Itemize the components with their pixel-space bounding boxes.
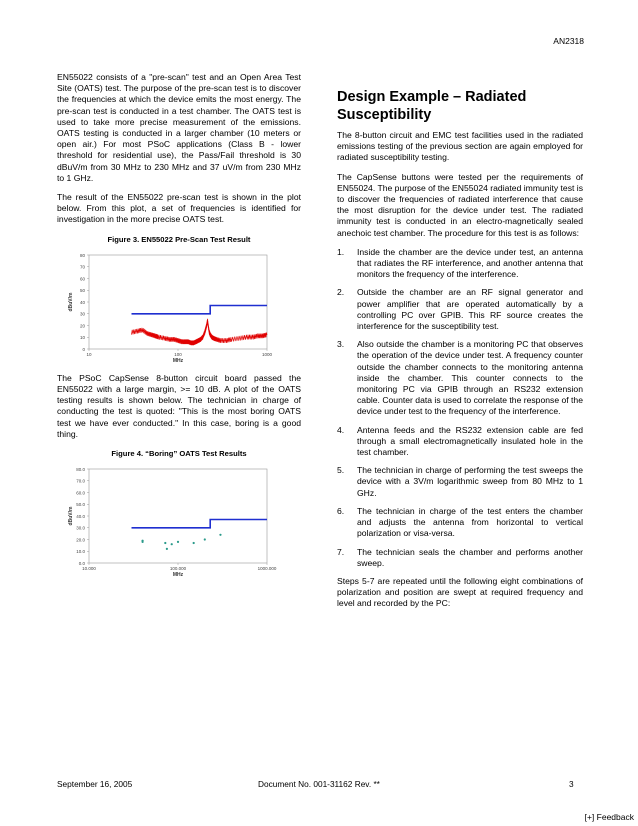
- plot-frame: [89, 469, 267, 563]
- data-point: [164, 542, 166, 544]
- x-axis-label: MHz: [172, 357, 184, 364]
- x-tick-label: 10: [86, 351, 92, 357]
- data-point: [171, 543, 173, 545]
- x-axis-label: MHz: [172, 572, 184, 579]
- y-tick-label: 80: [79, 252, 85, 258]
- y-tick-label: 50.0: [76, 502, 85, 508]
- data-point: [193, 542, 195, 544]
- data-point: [177, 541, 179, 543]
- y-tick-label: 40.0: [76, 514, 85, 520]
- list-number: 6.: [337, 505, 345, 516]
- paragraph: The CapSense buttons were tested per the requirements of EN55024. The purpose of the EN55024 radiated immunity test is to discover the frequencies of radiated interference that cause the most disruption for the device under test. The radiated immunity test is conducted in an electro-magnetically sealed anechoic test chamber. The procedure for this test is as follows:: [337, 171, 583, 238]
- list-text: Inside the chamber are the device under test, an antenna that radiates the RF interference, and another antenna that monitors the frequency of the interference.: [357, 246, 583, 280]
- y-tick-label: 10: [79, 334, 85, 340]
- y-tick-label: 30.0: [76, 525, 85, 531]
- list-text: The technician in charge of performing the test sweeps the device with a 3V/m logarithmic sweep from 80 MHz to 1 GHz.: [357, 465, 583, 498]
- list-item: [337, 506, 583, 540]
- limit-line: [132, 305, 268, 313]
- list-text: Also outside the chamber is a monitoring PC that observes the operation of the device under test. A frequency counter outside the chamber connects to the monitoring antenna inside the chamber. This counter connects to the monitoring PC via GPIB through an RS232 extension cable. Counter data is used to correlate the response of the device under test to the frequency of the interference.: [357, 339, 583, 417]
- list-text: The technician seals the chamber and performs another sweep.: [357, 546, 583, 568]
- list-number: 5.: [337, 465, 345, 476]
- footer-docno: Document No. 001-31162 Rev. **: [258, 779, 380, 789]
- footer-page: 3: [569, 779, 574, 789]
- x-tick-label: 1000.000: [257, 566, 277, 572]
- section-heading: Design Example – Radiated Susceptibility: [337, 89, 527, 123]
- list-number: 3.: [337, 339, 345, 350]
- data-point: [219, 534, 221, 536]
- list-number: 1.: [337, 246, 345, 257]
- paragraph: The 8-button circuit and EMC test facilities used in the radiated emissions testing of the previous section are again employed for radiated susceptibility testing.: [337, 130, 583, 163]
- y-tick-label: 70.0: [76, 478, 85, 484]
- y-axis-label: dBuV/m: [68, 292, 74, 312]
- y-tick-label: 0: [82, 346, 85, 352]
- y-tick-label: 70: [79, 264, 85, 270]
- paragraph: Steps 5-7 are repeated until the following eight combinations of polarization and position are swept at required frequency and level and recorded by the PC:: [337, 575, 583, 609]
- list-item: [337, 247, 583, 281]
- prescan-chart: [57, 249, 301, 365]
- footer-date: September 16, 2005: [57, 779, 133, 789]
- list-number: 2.: [337, 287, 345, 298]
- y-tick-label: 60: [79, 276, 85, 282]
- data-point: [141, 541, 143, 543]
- prescan-trace: [132, 319, 268, 345]
- y-tick-label: 30: [79, 311, 85, 317]
- y-tick-label: 20: [79, 323, 85, 329]
- list-text: Outside the chamber are an RF signal generator and power amplifier that are operated automatically by a controlling PC over GPIB. This RF source creates the interference for the susceptibility test.: [357, 287, 583, 332]
- list-number: 7.: [337, 546, 345, 557]
- plot-frame: [89, 255, 267, 349]
- x-tick-label: 100: [174, 351, 182, 357]
- data-point: [166, 548, 168, 550]
- x-tick-label: 10.000: [82, 566, 96, 572]
- list-item: [337, 465, 583, 499]
- left-column: [57, 72, 301, 587]
- list-text: The technician in charge of the test enters the chamber and adjusts the antenna from horizontal to vertical polarization or visa-versa.: [357, 505, 583, 539]
- list-item: [337, 425, 583, 459]
- paragraph: EN55022 consists of a "pre-scan" test and an Open Area Test Site (OATS) test. The purpose of the pre-scan test is to discover the frequencies at which the device emits the most energy. The pre-scan test is conducted in a test chamber. The OATS test is used to take more precise measurement of the emissions. OATS testing is conducted in a larger chamber (10 meters or open air.) For most PSoC applications (Class B - lower threshold for residential use), the Pass/Fail threshold is 30 dBuV/m from 30 MHz to 230 MHz and 37 uV/m from 230 MHz to 1 GHz.: [57, 72, 301, 183]
- y-tick-label: 10.0: [76, 549, 85, 555]
- paragraph: The PSoC CapSense 8-button circuit board passed the EN55022 with a large margin, >= 10 dB. A plot of the OATS testing results is shown below. The technician in charge of conducting the test is quoted: "This is the most boring OATS test we have ever conducted." In this case, boring is a good thing.: [57, 372, 301, 439]
- figure-4-caption: Figure 4. “Boring” OATS Test Results: [111, 449, 247, 459]
- y-tick-label: 40: [79, 299, 85, 305]
- list-item: [337, 547, 583, 569]
- list-number: 4.: [337, 424, 345, 435]
- y-tick-label: 80.0: [76, 467, 85, 473]
- x-tick-label: 100.000: [169, 566, 187, 572]
- feedback-link[interactable]: [+] Feedback: [584, 812, 634, 822]
- procedure-list: [337, 247, 583, 569]
- y-axis-label: dBuV/m: [68, 506, 74, 526]
- y-tick-label: 60.0: [76, 490, 85, 496]
- right-column: [337, 88, 583, 618]
- list-text: Antenna feeds and the RS232 extension cable are fed through a small electromagnetically insulated hole in the test chamber.: [357, 424, 583, 458]
- y-tick-label: 20.0: [76, 537, 85, 543]
- data-point: [204, 539, 206, 541]
- y-tick-label: 0.0: [78, 561, 85, 567]
- figure-3-caption: Figure 3. EN55022 Pre-Scan Test Result: [107, 234, 251, 244]
- y-tick-label: 50: [79, 287, 85, 293]
- oats-chart: [57, 463, 301, 579]
- paragraph: The result of the EN55022 pre-scan test is shown in the plot below. From this plot, a set of frequencies is identified for investigation in the more precise OATS test.: [57, 192, 301, 225]
- doc-code: AN2318: [553, 36, 584, 46]
- x-tick-label: 1000: [261, 351, 273, 357]
- limit-line: [132, 520, 268, 528]
- list-item: [337, 339, 583, 417]
- list-item: [337, 287, 583, 332]
